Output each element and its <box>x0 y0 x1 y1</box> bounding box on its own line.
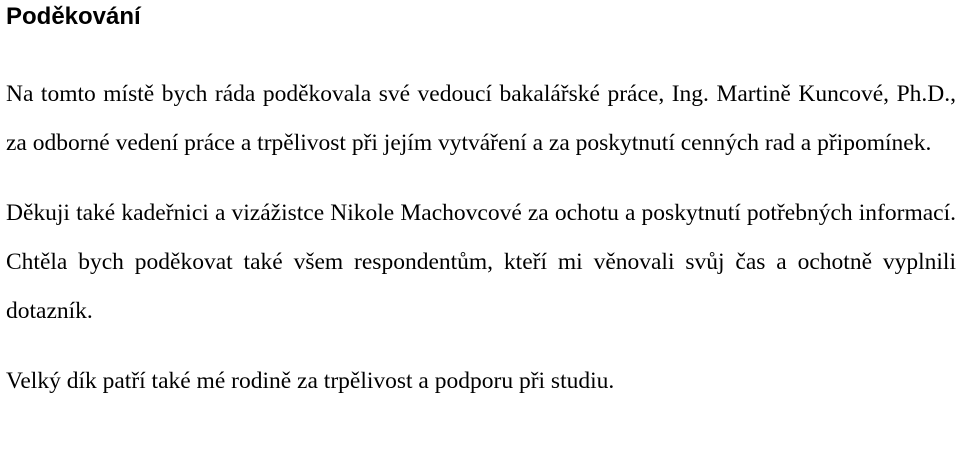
document-page <box>6 0 956 406</box>
page-title: Poděkování <box>6 3 141 30</box>
acknowledgement-paragraph-respondents: Děkuji také kadeřnici a vizážistce Nikole Machovcové za ochotu a poskytnutí potřebných informací. Chtěla bych poděkovat také všem respondentům, kteří mi věnovali svůj čas a ochotně vyplnili dotazník. <box>6 200 956 324</box>
acknowledgement-paragraph-supervisor: Na tomto místě bych ráda poděkovala své vedoucí bakalářské práce, Ing. Martině Kuncové, Ph.D., za odborné vedení práce a trpělivost při jejím vytváření a za poskytnutí cenných rad a připomínek. <box>6 81 956 156</box>
acknowledgement-paragraph-family: Velký dík patří také mé rodině za trpělivost a podporu při studiu. <box>6 368 615 394</box>
